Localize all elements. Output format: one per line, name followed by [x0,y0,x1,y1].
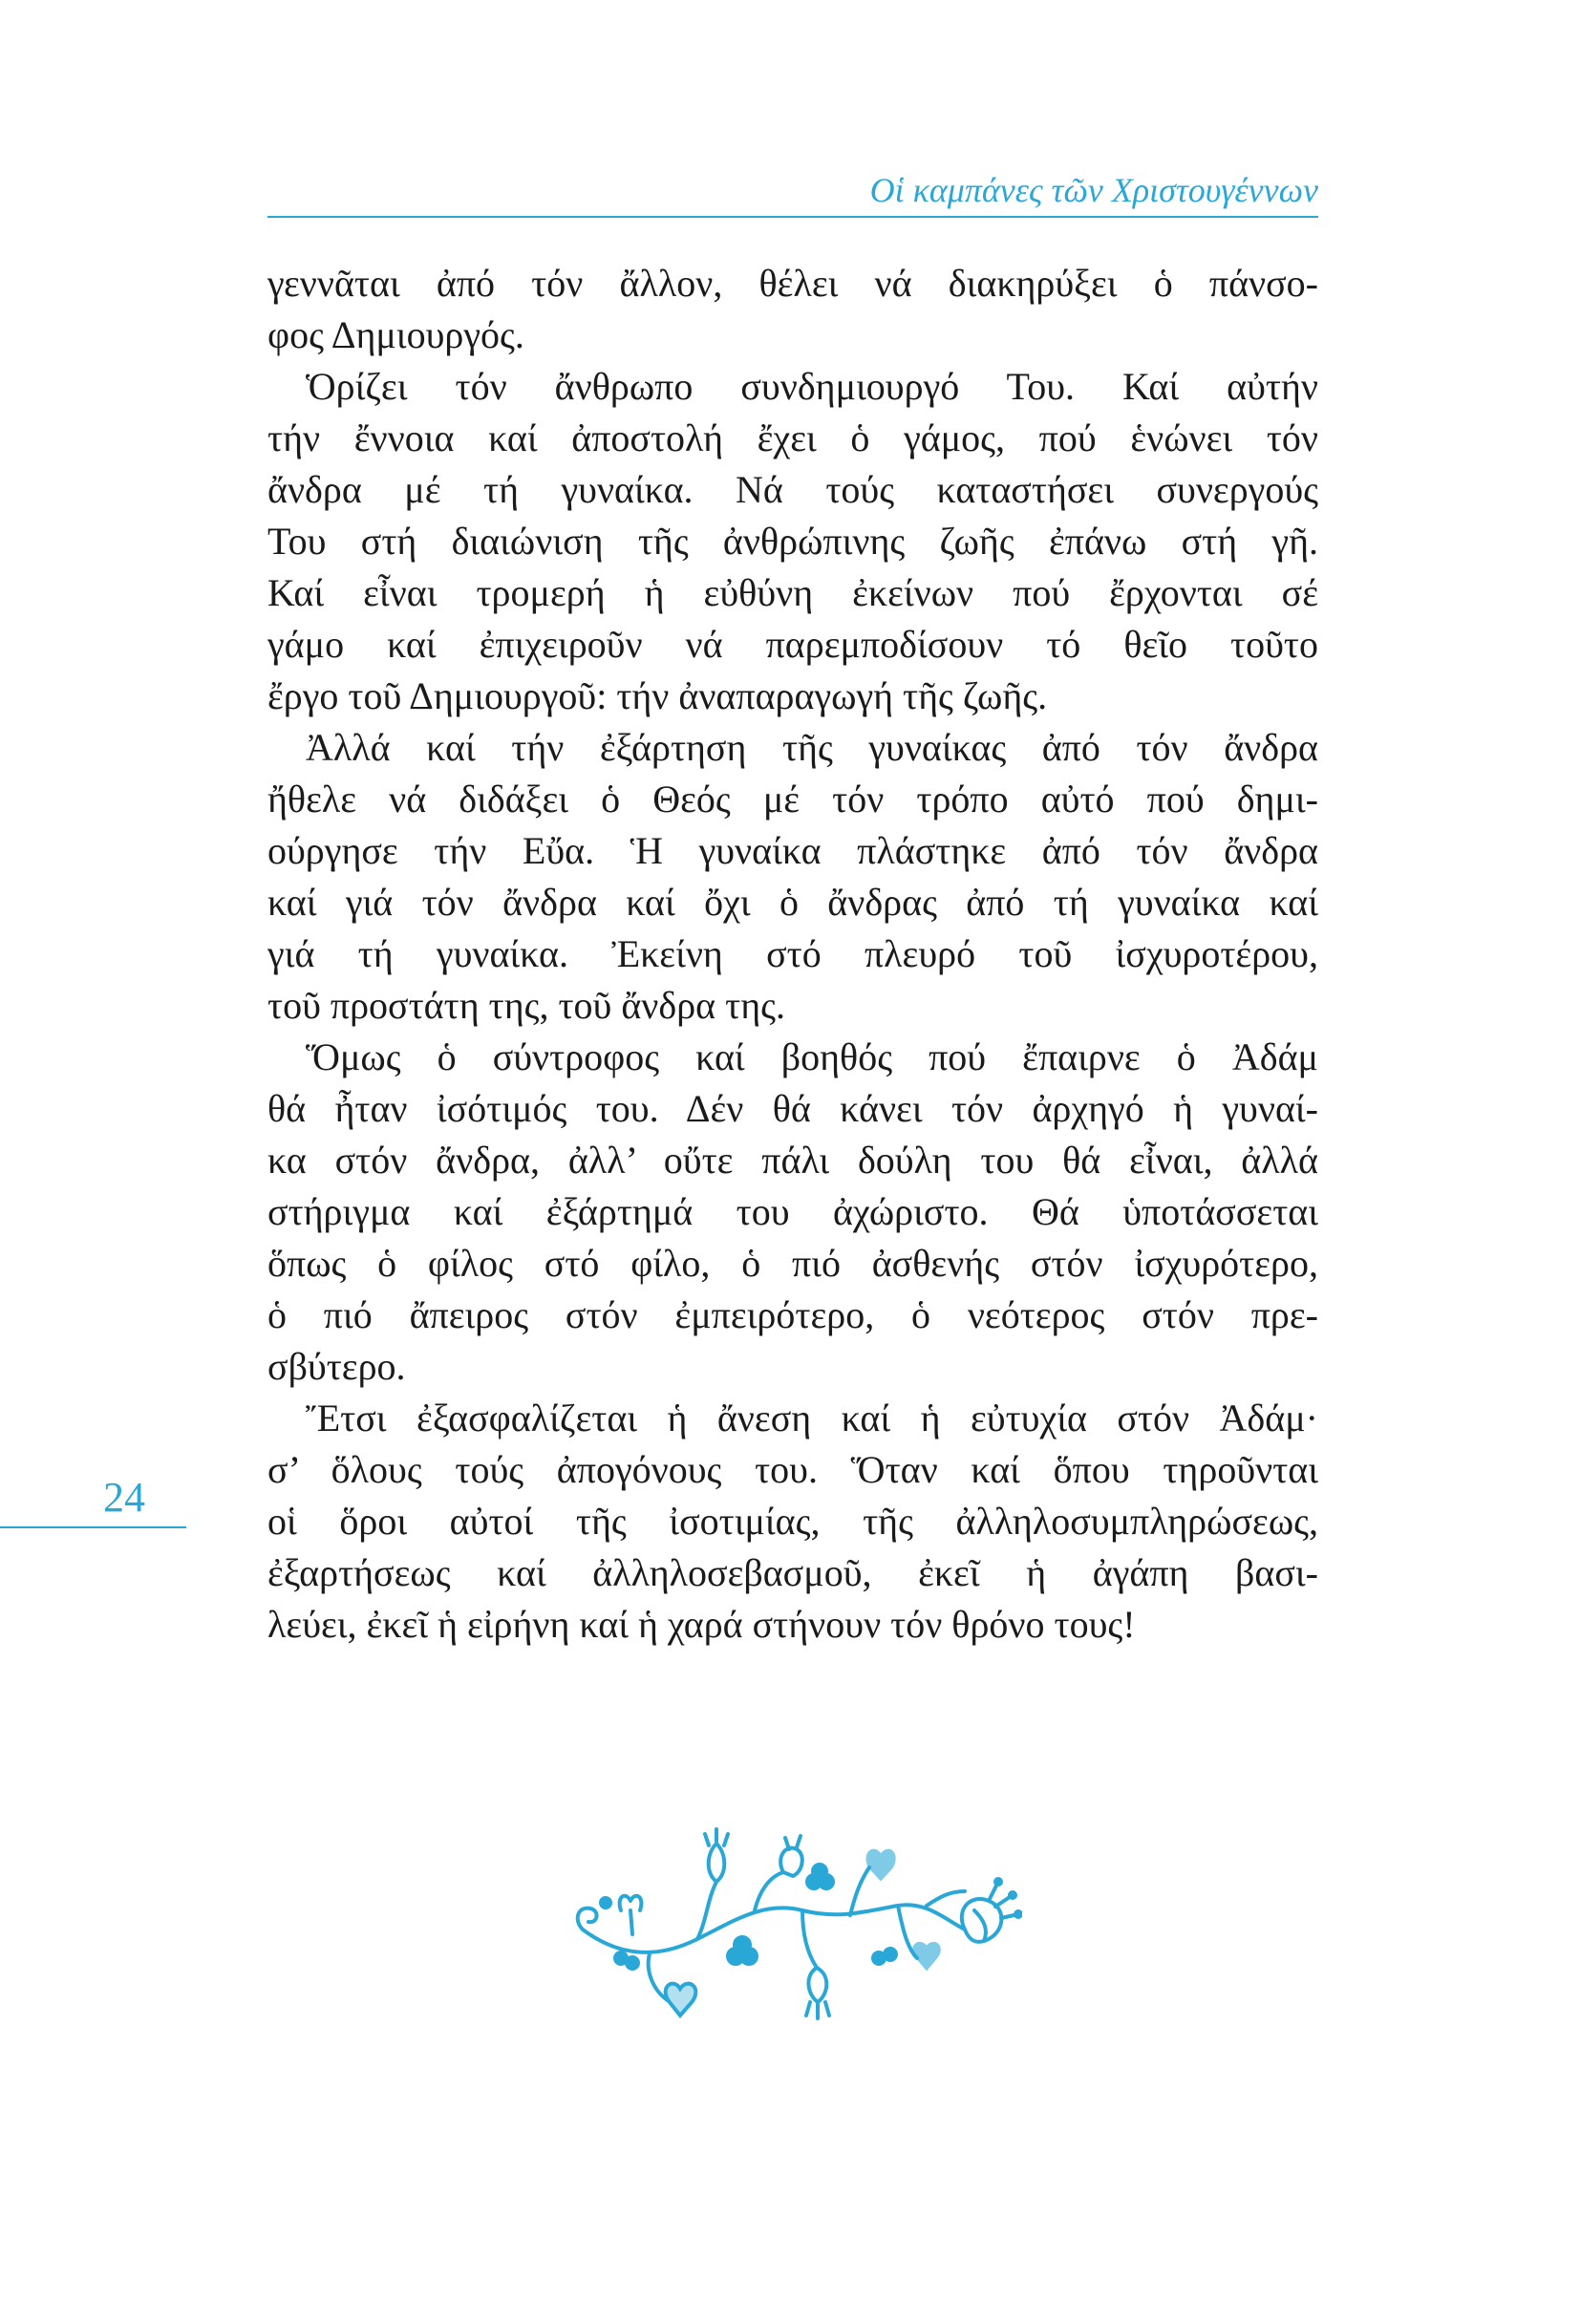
text-line: Ἔτσι ἐξασφαλίζεται ἡ ἄνεση καί ἡ εὐτυχία στόν Ἀδάμ· [306,1397,1318,1439]
text-line: ἐξαρτήσεως καί ἀλληλοσεβασμοῦ, ἐκεῖ ἡ ἀγάπη βασι- [267,1551,1318,1594]
text-line: σ’ ὅλους τούς ἀπογόνους του. Ὅταν καί ὅπου τηροῦνται [267,1448,1318,1491]
header-rule [267,216,1318,218]
text-line: Καί εἶναι τρομερή ἡ εὐθύνη ἐκείνων πού ἔρχονται σέ [267,571,1318,614]
text-line: ἄνδρα μέ τή γυναίκα. Νά τούς καταστήσει συνεργούς [267,468,1318,511]
text-line: καί γιά τόν ἄνδρα καί ὄχι ὁ ἄνδρας ἀπό τή γυναίκα καί [267,881,1318,924]
text-line: Ὅμως ὁ σύντροφος καί βοηθός πού ἔπαιρνε ὁ Ἀδάμ [306,1035,1318,1078]
text-line: θά ἦταν ἰσότιμός του. Δέν θά κάνει τόν ἀρχηγό ἡ γυναί- [267,1087,1318,1130]
floral-ornament-icon [564,1815,1022,2044]
text-line: γιά τή γυναίκα. Ἐκείνη στό πλευρό τοῦ ἰσχυροτέρου, [267,932,1318,975]
text-line: γεννᾶται ἀπό τόν ἄλλον, θέλει νά διακηρύξει ὁ πάνσο- [267,262,1318,305]
page-number-rule [0,1526,186,1528]
text-line: ἤθελε νά διδάξει ὁ Θεός μέ τόν τρόπο αὐτό πού δημι- [267,778,1318,821]
text-line: κα στόν ἄνδρα, ἀλλ’ οὔτε πάλι δούλη του θά εἶναι, ἀλλά [267,1139,1318,1182]
text-line: τοῦ προστάτη της, τοῦ ἄνδρα της. [267,984,785,1027]
text-line: οἱ ὅροι αὐτοί τῆς ἰσοτιμίας, τῆς ἀλληλοσυμπληρώσεως, [267,1500,1318,1543]
text-line: ἔργο τοῦ Δημιουργοῦ: τήν ἀναπαραγωγή τῆς ζωῆς. [267,674,1048,717]
text-line: γάμο καί ἐπιχειροῦν νά παρεμποδίσουν τό θεῖο τοῦτο [267,623,1318,666]
text-line: ούργησε τήν Εὔα. Ἡ γυναίκα πλάστηκε ἀπό τόν ἄνδρα [267,829,1318,872]
text-line: ὁ πιό ἄπειρος στόν ἐμπειρότερο, ὁ νεότερος στόν πρε- [267,1293,1318,1336]
text-line: στήριγμα καί ἐξάρτημά του ἀχώριστο. Θά ὑποτάσσεται [267,1190,1318,1233]
text-line: σβύτερο. [267,1345,406,1388]
text-line: Του στή διαιώνιση τῆς ἀνθρώπινης ζωῆς ἐπάνω στή γῆ. [267,520,1318,563]
body-text [267,258,1318,1651]
text-line: λεύει, ἐκεῖ ἡ εἰρήνη καί ἡ χαρά στήνουν τόν θρόνο τους! [267,1603,1136,1646]
text-line: τήν ἔννοια καί ἀποστολή ἔχει ὁ γάμος, πού ἑνώνει τόν [267,416,1318,459]
text-line: ὅπως ὁ φίλος στό φίλο, ὁ πιό ἀσθενής στόν ἰσχυρότερο, [267,1242,1318,1285]
text-line: Ἀλλά καί τήν ἐξάρτηση τῆς γυναίκας ἀπό τόν ἄνδρα [306,726,1318,769]
text-line: Ὁρίζει τόν ἄνθρωπο συνδημιουργό Του. Καί αὐτήν [306,365,1318,408]
page-number: 24 [103,1474,145,1521]
text-line: φος Δημιουργός. [267,313,524,356]
running-header-title: Οἱ καμπάνες τῶν Χριστουγέννων [869,171,1318,209]
